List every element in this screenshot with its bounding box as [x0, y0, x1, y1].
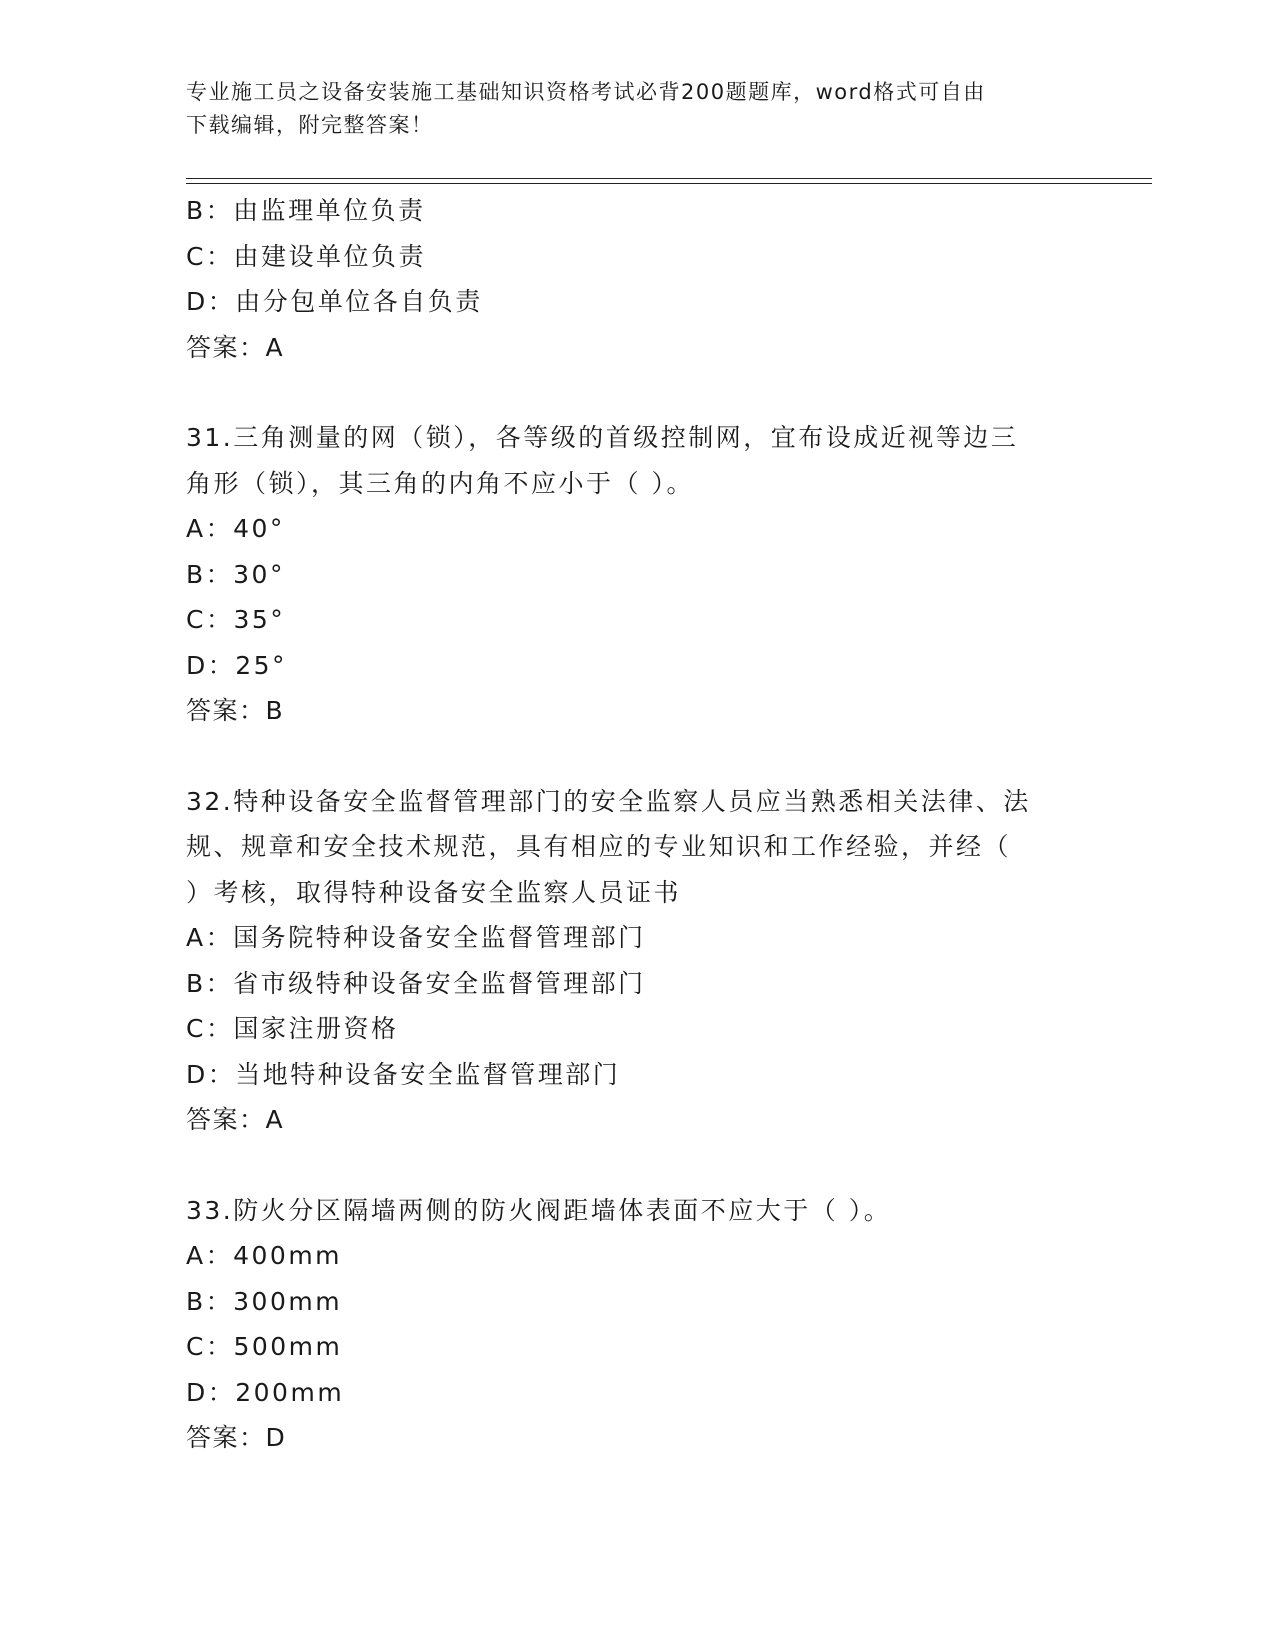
answer-line: 答案：A	[186, 1105, 285, 1134]
question-stem-line: 角形（锁），其三角的内角不应小于（ ）。	[186, 468, 694, 498]
question-32	[186, 779, 1066, 1143]
option-c: C：国家注册资格	[186, 1014, 399, 1043]
header-divider-bottom	[186, 183, 1152, 184]
header-divider-top	[186, 178, 1152, 179]
question-31	[186, 415, 1066, 734]
question-stem-line: 32.特种设备安全监督管理部门的安全监察人员应当熟悉相关法律、法	[186, 786, 1031, 816]
question-stem-line: 规、规章和安全技术规范，具有相应的专业知识和工作经验，并经（	[186, 832, 1012, 861]
option-b: B：省市级特种设备安全监督管理部门	[186, 968, 646, 998]
option-c: C：500mm	[186, 1332, 343, 1361]
answer-line: 答案：D	[186, 1423, 287, 1452]
question-stem-line: 31.三角测量的网（锁），各等级的首级控制网，宜布设成近视等边三	[186, 423, 1019, 452]
option-b: B：由监理单位负责	[186, 196, 426, 225]
document-body	[186, 188, 1066, 1461]
option-d: D：25°	[186, 650, 288, 680]
document-header	[186, 76, 1066, 142]
header-line-1: 专业施工员之设备安装施工基础知识资格考试必背200题题库，word格式可自由	[186, 80, 986, 104]
option-c: C：35°	[186, 605, 286, 634]
option-b: B：300mm	[186, 1286, 343, 1316]
answer-line: 答案：B	[186, 696, 285, 725]
option-a: A：400mm	[186, 1241, 343, 1270]
answer-line: 答案：A	[186, 332, 285, 362]
option-b: B：30°	[186, 559, 285, 589]
header-line-2: 下载编辑，附完整答案！	[186, 113, 434, 137]
option-a: A：40°	[186, 514, 285, 543]
question-stem-line: 33.防火分区隔墙两侧的防火阀距墙体表面不应大于（ ）。	[186, 1195, 892, 1225]
option-c: C：由建设单位负责	[186, 241, 426, 271]
question-30-continued	[186, 188, 1066, 370]
option-d: D：由分包单位各自负责	[186, 287, 483, 316]
question-33	[186, 1188, 1066, 1461]
option-d: D：200mm	[186, 1377, 345, 1407]
option-d: D：当地特种设备安全监督管理部门	[186, 1059, 621, 1089]
question-stem-line: ）考核，取得特种设备安全监察人员证书	[186, 877, 682, 907]
option-a: A：国务院特种设备安全监督管理部门	[186, 923, 646, 952]
